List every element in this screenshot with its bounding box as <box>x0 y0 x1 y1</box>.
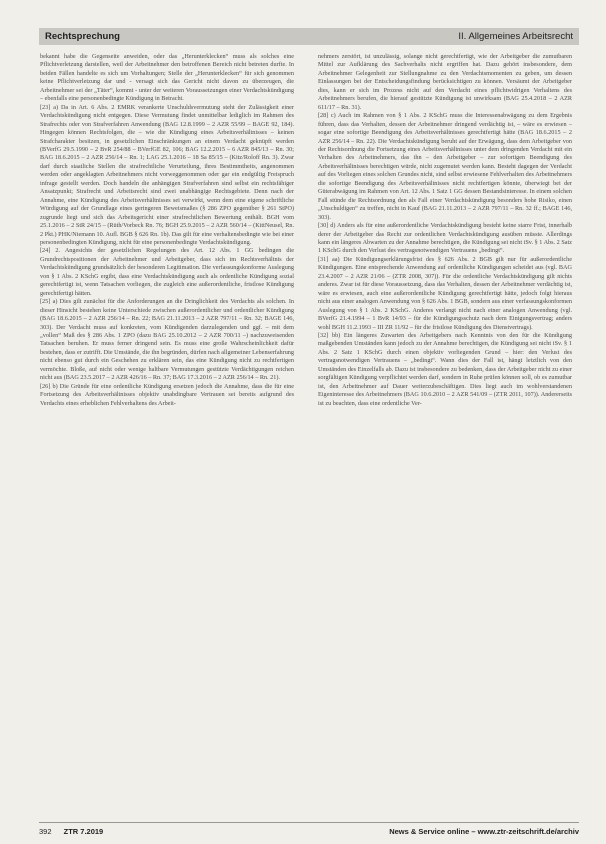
paragraph: [26] b) Die Gründe für eine ordentliche Kündigung ersetzen jedoch die Annahme, dass die für eine Fortsetzung des Arbeitsverhältnisses objektiv unabdingbare Vertrauen sei bereits aufgrund des Verdachts eines erheblichen Fehlverhaltens des Arbeit- <box>40 382 294 407</box>
left-column <box>40 53 294 823</box>
paragraph: [24] 2. Angesichts der gesetzlichen Regelungen des Art. 12 Abs. 1 GG bedingen die Grundrechtspositionen der Arbeitnehmer und Arbeitgeber, dass sich im Rechtsverhältnis der Verdachtskündigung grundsätzlich der besonderen Legitimation. Die verfassungskonforme Auslegung von § 1 Abs. 2 KSchG ergibt, dass eine Verdachtskündigung auch als ordentliche Kündigung sozial gerechtfertigt ist, wenn Tatsachen vorliegen, die zugleich eine außerordentliche, fristlose Kündigung gerechtfertigt hätten. <box>40 247 294 297</box>
chapter-title: II. Allgemeines Arbeitsrecht <box>458 31 573 42</box>
paragraph: [28] c) Auch im Rahmen von § 1 Abs. 2 KSchG muss die Interessenabwägung zu dem Ergebnis führen, dass das Verhalten, dessen der Arbeitnehmer dringend verdächtig ist, – wäre es erwiesen – sogar eine sofortige Beendigung des Arbeitsverhältnisses gerechtfertigt hätte (BAG 18.6.2015 – 2 AZR 256/14 – Rn. 22). Die Verdachtskündigung beruht auf der Erwägung, dass dem Arbeitgeber von der Rechtsordnung die Fortsetzung eines Arbeitsverhältnisses unter dem dringenden Verdacht mit ein Verhalten des Arbeitnehmers, das ihn – den Arbeitgeber – zur sofortigen Beendigung des Arbeitsverhältnisses berechtigen würde, nicht zugemutet werden kann. Besteht dagegen der Verdacht auf des Vorliegen eines solchen Grundes nicht, sind selbst erwiesene Fehlverhalten des Arbeitnehmers die sofortige Beendigung des Arbeitsverhältnisses nicht rechtfertigen könnte, überwiegt bei der Güterabwägung im Rahmen von Art. 12 Abs. 1 Satz 1 GG dessen Bestandsinteresse. In einem solchen Fall stünde die Rechtsordnung den als Fall einer Verdachtskündigung besonders hohe Risiko, einen „Unschuldigen“ zu treffen, nicht in Kauf (BAG 21.11.2013 – 2 AZR 797/11 – Rn. 32 ff.; BAGE 146, 303). <box>318 112 572 221</box>
footer-website[interactable]: News & Service online – www.ztr-zeitschrift.de/archiv <box>389 826 579 836</box>
page-number: 392 <box>39 826 52 836</box>
journal-issue: ZTR 7.2019 <box>63 826 104 836</box>
paragraph: [25] a) Dies gilt zunächst für die Anforderungen an die Dringlichkeit des Verdachts als solchen. In dieser Hinsicht bestehen keine Unterschiede zwischen außerordentlicher und ordentlicher Kündigung (BAG 18.6.2015 – 2 AZR 256/14 – Rn. 22; BAG 21.11.2013 – 2 AZR 797/11 – Rn. 32; BAGE 146, 303). Der Verdacht muss auf konkreten, vom Kündigenden darzulegenden und ggf. – mit dem „vollen“ Maß des § 286 Abs. 1 ZPO (dazu BAG 25.10.2012 – 2 AZR 700/11 –) nachzuweisenden Tatsachen beruhen. Er muss ferner dringend sein. Es muss eine große Wahrscheinlichkeit dafür bestehen, dass er zutrifft. Die Umstände, die ihn begründen, dürfen nach allgemeiner Lebenserfahrung nicht ebenso gut durch ein Geschehen zu erklären sein, das eine Kündigung nicht zu rechtfertigen vermöchte. Bloße, auf nicht oder wenige haltbare Vermutungen gestützte Verdächtigungen reichen nicht aus (BAG 23.5.2017 – 2 AZR 426/16 – Rn. 37; BAG 17.3.2016 – 2 AZR 256/14 – Rn. 21). <box>40 298 294 382</box>
paragraph: [23] a) Da in Art. 6 Abs. 2 EMRK verankerte Unschuldsvermutung steht der Zulässigkeit einer Verdachtskündigung nicht entgegen. Diese Vermutung findet unmittelbar lediglich im Rahmen des Strafrechts oder von Strafverfahren Anwendung (BAG 12.8.1999 – 2 AZR 55/99 – BAGE 92, 184). Hingegen können Rechtsfolgen, die – wie die Kündigung eines Arbeitsverhältnisses – keinen Strafcharakter besitzen, in gesetzlichen Einschränkungen an einem Verdacht geknüpft werden (BVerfG 29.5.1990 – 2 BvR 254/88 – BVerfGE 82, 106; BAG 12.2.2015 – 6 AZR 845/13 – Rn. 30; BAG 18.6.2015 – 2 AZR 256/14 – Rn. 1; LAG 25.1.2016 – 18 Sa 85/15 – (Kitz/Roloff Rn. 3). Zwar darf durch staatliche Stellen die strafrechtliche Verurteilung, ihres Bestimmtheits, angenommen werden oder angeklagten Arbeitnehmers nicht vorweggenommen oder gar ein endgültig Freispruch infrage gestellt werden. Doch handeln die anhängigen Strafverfahren sind selbst ein rechtsfähiger Ansatzpunkt; Strafrecht und Arbeitsrecht sind zwei unabhängige Rechtsgebiete. Denn nach der Annahme, eine Kündigung des Arbeitsverhältnisses sei verwirkt, wenn dem eine eigene schriftliche Würdigung auf der Grundlage eines geringeren Beweismaßes (§ 286 ZPO gegenüber § 261 StPO) zugrunde liegt und sich das Arbeitsgericht einer strafrechtlichen Bewertung enthält. BGH vom 25.1.2016 – 2 StR 24/15 – (Rüth/Vorbeck Rn. 76; BGH 25.9.2015 – 2 AZR 560/14 – (KittNeusel, Rn. 2 Pkt.) PHK/Niemann 10. Aufl. BGB § 626 Rn. 1b). Das gilt für eine verhaltensbedingte wie bei einer personenbedingten Kündigung, nicht für eine personenbedingte Verdachtskündigung. <box>40 103 294 246</box>
footer-left <box>39 827 113 836</box>
paragraph: [31] aa) Die Kündigungserklärungsfrist des § 626 Abs. 2 BGB gilt nur für außerordentliche Kündigungen. Eine entsprechende Anwendung auf ordentliche Kündigungen scheidet aus (vgl. BAG 23.4.2007 – 2 AZR 21/06 – (ZTR 2008, 307)). Für die ordentliche Verdachtskündigung gilt nichts anderes. Zwar ist für diese Voraussetzung, dass das Verhalten, dessen der Arbeitnehmer verdächtig ist, wäre es erwiesen, auch eine außerordentliche Kündigung gerechtfertigt hätte, jedoch folgt hieraus nicht aus einer analogen Anwendung von § 626 Abs. 1 BGB, sondern aus einer verfassungskonformen Auslegung von § 1 Abs. 2 KSchG. Anderes verlangt nicht nach einer analogen Anwendung (vgl. BVerfG 21.4.1994 – 1 BvR 14/93 – für die Kündigungsschutz nach dem Einigungsvertrag; anders wohl BGH 11.2.1993 – III ZR 11/92 – für die fristlose Kündigung des Dienstvertrags). <box>318 255 572 331</box>
paragraph: bekannt habe die Gegenseite anweiden, oder das „Herunterklecken“ muss als solches eine Pflichtverletzung darstellen, weil der Arbeitnehmer den betroffenen Bereich nicht betreten durfte. In beiden Fällen handelte es sich um Vorhaltungen; Stelle der „Herunterklecken“ für sich genommen keine Pflichtverletzung dar und - versagt sich das Gericht nicht davon zu überzeugen, die Arbeitnehmer sei der „Täter“, kommt - unter der weiteren Voraussetzungen einer Verdachtskündigung – ebenfalls eine personenbedingte Kündigung in Betracht. <box>40 53 294 103</box>
page-header <box>39 28 579 45</box>
paragraph: [32] bb) Ein längeres Zuwarten des Arbeitgebers nach Kenntnis von den für die Kündigung maßgebenden Umständen kann jedoch zu der Annahme berechtigen, die Kündigung sei nicht iSv. § 1 Abs. 2 Satz 1 KSchG durch einen objektiv vorliegenden Grund – hier: den Verlust des vertragsnotwendigen Vertrauens – „bedingt“. Wann dies der Fall ist, hängt letztlich von den Umständen des Einzelfalls ab. Dazu ist insbesondere zu bedenken, dass der Arbeitgeber nicht zu einer sorgfältigen Kündigung verpflichtet werden darf, sondern in Ruhe prüfen können soll, ob es zumutbar ist, den Arbeitnehmer auf Dauer weiterzubeschäftigen. Dies liegt auch im wohlverstandenen Eigeninteresse des Arbeitnehmers (BAG 10.6.2010 – 2 AZR 541/09 – (ZTR 2011, 107)). Andererseits ist zu beachten, dass eine ordentliche Ver- <box>318 331 572 407</box>
paragraph: nehmers zerstört, ist unzulässig, solange nicht gerechtfertigt, wie der Arbeitgeber die zumutbaren Mittel zur Aufklärung des Sachverhalts nicht ergriffen hat. Dazu gehört insbesondere, dem Arbeitnehmer Gelegenheit zur Stellungnahme zu den Verdachtsmomenten zu geben, um dessen Einlassungen bei der Entscheidungsfindung berücksichtigen zu können. Versäumt der Arbeitgeber dies, kann er sich im Prozess nicht auf den Verdacht eines pflichtwidrigen Verhaltens des Arbeitnehmers berufen, die hierauf gestützte Kündigung ist unwirksam (BAG 25.4.2018 – 2 AZR 611/17 – Rn. 31). <box>318 53 572 111</box>
section-title: Rechtsprechung <box>45 31 120 42</box>
page-footer <box>39 825 579 837</box>
paragraph: [30] d) Anders als für eine außerordentliche Verdachtskündigung besteht keine starre Frist, innerhalb derer der Arbeitgeber das Recht zur ordentlichen Verdachtskündigung ausüben müsste. Allerdings kann ein längeres Abwarten zu der Annahme berechtigen, die Kündigung sei nicht iSv. § 1 Abs. 2 Satz 1 KSchG durch den Verlust des vertragsnotwendigen Vertrauens „bedingt“. <box>318 222 572 255</box>
right-column <box>318 53 572 823</box>
footer-rule <box>39 822 579 823</box>
